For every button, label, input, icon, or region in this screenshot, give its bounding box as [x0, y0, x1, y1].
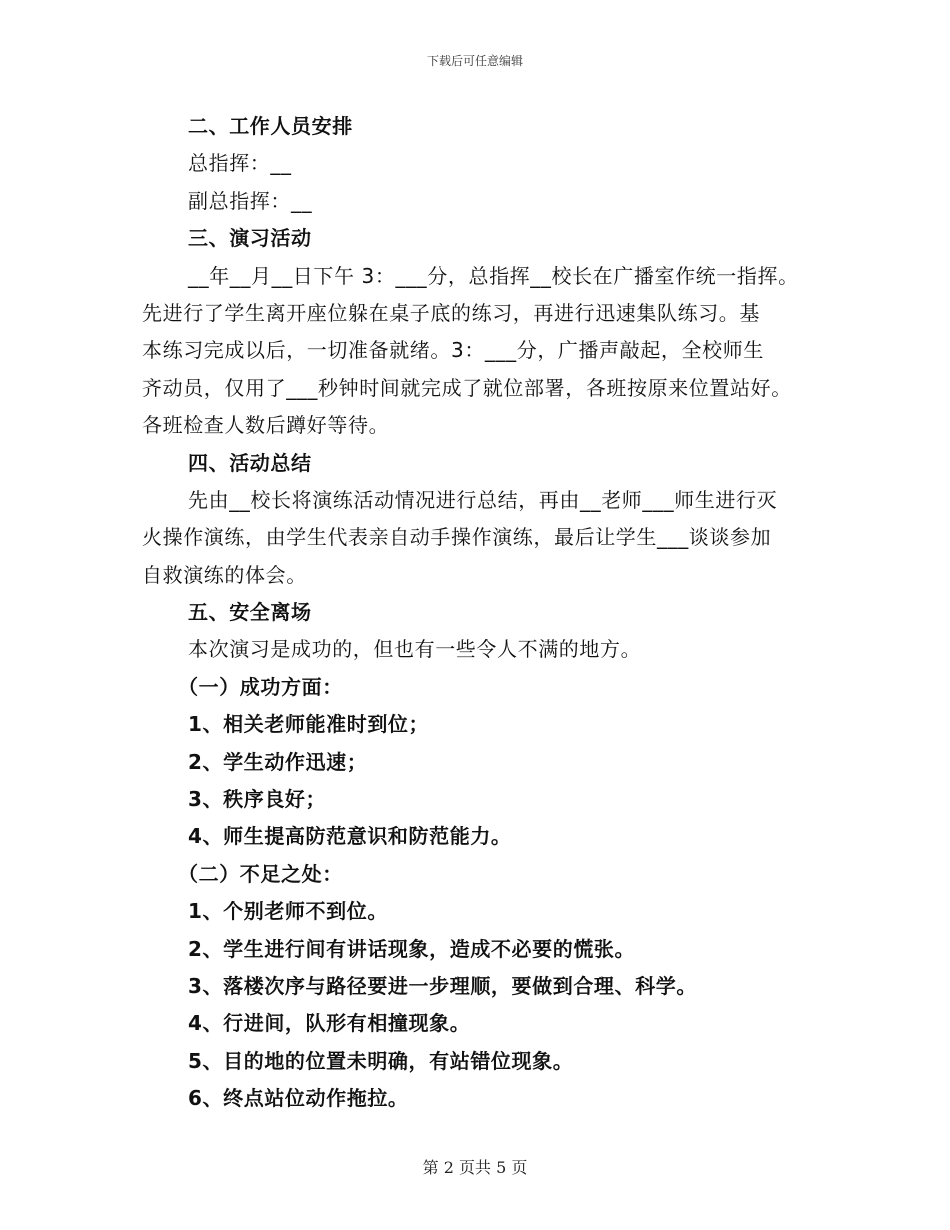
paragraph-line: 本练习完成以后，一切准备就绪。3：___分，广播声敲起，全校师生: [142, 338, 764, 363]
paragraph-line: 各班检查人数后蹲好等待。: [142, 413, 390, 438]
list-item: 4、行进间，队形有相撞现象。: [188, 1011, 471, 1036]
list-item: 2、学生进行间有讲话现象，造成不必要的慌张。: [188, 936, 636, 961]
commander-line: 总指挥：__: [188, 151, 292, 176]
paragraph-line: 火操作演练，由学生代表亲自动手操作演练，最后让学生___谈谈参加: [142, 525, 772, 550]
list-item: 1、个别老师不到位。: [188, 899, 388, 924]
paragraph-line: 先进行了学生离开座位躲在桌子底的练习，再进行迅速集队练习。基: [142, 300, 760, 325]
list-item: 3、落楼次序与路径要进一步理顺，要做到合理、科学。: [188, 973, 697, 998]
section-3-title: 三、演习活动: [188, 226, 312, 251]
shortfall-subtitle: （二）不足之处：: [178, 861, 343, 886]
list-item: 3、秩序良好；: [188, 787, 327, 812]
section-2-title: 二、工作人员安排: [188, 114, 353, 138]
paragraph-line: 先由__校长将演练活动情况进行总结，再由__老师___师生进行灭: [188, 487, 778, 512]
deputy-commander-line: 副总指挥：__: [188, 188, 313, 213]
section-5-intro: 本次演习是成功的，但也有一些令人不满的地方。: [188, 637, 642, 662]
list-item: 5、目的地的位置未明确，有站错位现象。: [188, 1048, 574, 1073]
paragraph-line: __年__月__日下午 3：___分，总指挥__校长在广播室作统一指挥。: [188, 263, 799, 288]
list-item: 4、师生提高防范意识和防范能力。: [188, 824, 512, 849]
list-item: 1、相关老师能准时到位；: [188, 712, 430, 737]
page-footer: 第 2 页共 5 页: [422, 1158, 528, 1177]
paragraph-line: 自救演练的体会。: [142, 562, 307, 587]
document-body: [142, 108, 832, 1118]
section-5-title: 五、安全离场: [188, 600, 312, 625]
section-4-title: 四、活动总结: [188, 450, 312, 475]
page-header: 下载后可任意编辑: [426, 54, 523, 68]
list-item: 6、终点站位动作拖拉。: [188, 1086, 409, 1111]
list-item: 2、学生动作迅速；: [188, 749, 368, 774]
paragraph-line: 齐动员，仅用了___秒钟时间就完成了就位部署，各班按原来位置站好。: [142, 375, 792, 400]
success-subtitle: （一）成功方面：: [178, 674, 343, 699]
